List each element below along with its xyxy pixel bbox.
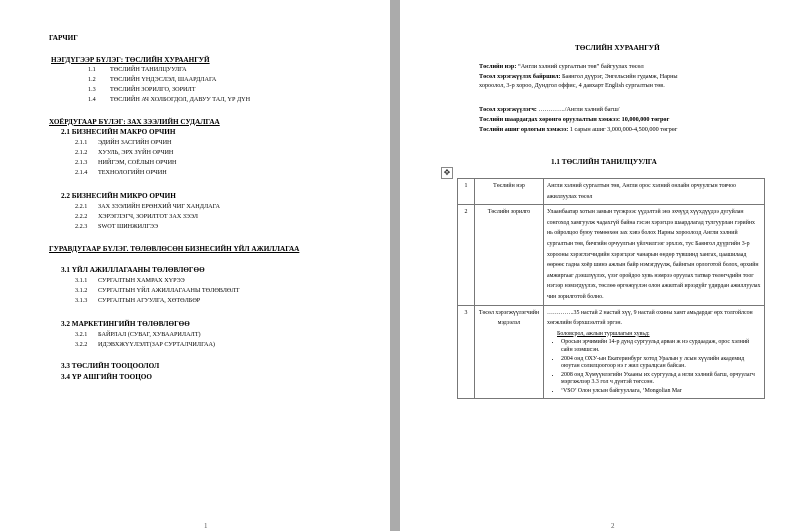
toc-item[interactable]: 1.4 xyxy=(88,96,96,103)
toc-item-text[interactable]: СУРГАЛТЫН АГУУЛГА, ХӨТӨЛБӨР xyxy=(98,297,201,304)
page-number: 2 xyxy=(611,522,615,530)
project-name-label: Төслийн нэр: xyxy=(479,63,517,70)
toc-item[interactable]: 2.1.4 xyxy=(75,169,88,176)
investment-value: 10,000,000 төгрөг xyxy=(620,116,670,123)
toc-item[interactable]: 2.1.1 xyxy=(75,139,88,146)
row-label: Төслийн зорилго xyxy=(475,205,544,305)
table-row xyxy=(458,305,765,399)
row-content[interactable] xyxy=(544,305,765,399)
toc-section-2-1[interactable]: 2.1 БИЗНЕСИЙН МАКРО ОРЧИН xyxy=(61,128,176,136)
executor-value: …………./Англи хэлний багш/ xyxy=(536,106,620,113)
project-name-value: “Англи хэлний сургалтын төв” байгуулах төсөл xyxy=(516,63,644,70)
toc-item-text[interactable]: СУРГАЛТЫН ҮЙЛ АЖИЛЛАГААНЫ ТӨЛӨВЛӨЛТ xyxy=(98,287,240,294)
list-item: • ‘VSO’ Олон улсын байгууллага, ‘Mongolian Mar xyxy=(561,388,761,396)
toc-chapter-1[interactable]: НЭГДҮГЭЭР БҮЛЭГ: ТӨСЛИЙН ХУРААНГУЙ xyxy=(51,56,210,64)
toc-item[interactable]: 2.2.1 xyxy=(75,203,88,210)
project-location-label: Төсөл хэрэгжүүлэх байршил: xyxy=(479,73,561,80)
list-item: • Оросын эрчимийн 14-р дунд сургуульд арван ж нэ сурдаадаж, орос хэлний сайн эзэмшсэн. xyxy=(561,339,761,354)
toc-section-3-1[interactable]: 3.1 ҮЙЛ АЖИЛЛАГААНЫ ТӨЛӨВЛӨГӨӨ xyxy=(61,266,205,274)
row-content[interactable]: Англи хэлний сургалтын төв, Англи орос хэлний онлайн орчуулгын товчоо ажиллуулах төсөл xyxy=(544,179,765,205)
toc-item-text[interactable]: ТӨСЛИЙН ТАНИЛЦУУЛГА xyxy=(110,66,187,73)
project-intro-table xyxy=(457,178,765,399)
row-content[interactable]: Улаанбаатар хотын замын түгжрээс үүдэлтэй энэ эхчүүд хүүхдүүдээ дугуйлан сонгоход хамгуулж чадахгүй байна гэсэн хэрэгцээ шаардлагад тулгуурлан гэрийнх нь ойролцоо буюу төмөөхөн зах хэвэ болох Нарны хороолозд Англи хэлний сургалтын төв, бичгийн орчуулгын үйлчилгээг эрхлэх, тус Баянгол дүүргийн 3-р хорооны хэрэглэгчидийн хэрэгцээг чанарын өндөр түвшинд хангах, цаашилаад өөрөөс гадна хоёр шинэ ажлын байр нэмэгдүүлж, байнгын орлоготой болох, өрхийн амжиргааг дээшлүүлэх, үзэг оройдоо хувь нэмрээ оруулах татвар төлөгчдийн тоог нэгээр нэмэгдүүлэх, төслөө өргөжүүлэн олон ажилтай ирээдүйг үдирдан ажиллуулах чин зорилготой болно. xyxy=(544,205,765,305)
toc-chapter-2[interactable]: ХОЁРДУГААР БҮЛЭГ: ЗАХ ЗЭЭЛИЙН СУДАЛГАА xyxy=(49,118,220,126)
toc-item[interactable]: 3.1.1 xyxy=(75,277,88,284)
list-item: • 2004 онд ОХУ-ын Екатеринбург хотод Уралын у лсын хүүлийн академид оюутан солилцоогоор нэ г жил суралцсан байсан. xyxy=(561,356,761,371)
income-value: 1 сарын ашиг 3,000,000-4,500,000 төгрөг xyxy=(568,126,678,133)
toc-item[interactable]: 3.1.3 xyxy=(75,297,88,304)
project-location-value: Баянгол дүүрэг, Энгельсийн гудамж, Нарны xyxy=(560,73,678,80)
investment-line xyxy=(479,116,669,124)
list-item: • 2008 онд Хүмүүнлэгийн Ухааны их сургуульд а нгли хэлний багш, орчуулагч мэргэжлээр 3.3 гол ч дүнтэй төгссөн. xyxy=(561,372,761,387)
page-1 xyxy=(0,0,390,531)
summary-title: ТӨСЛИЙН ХУРААНГУЙ xyxy=(575,44,660,52)
page-number: 1 xyxy=(204,522,208,530)
toc-item-text[interactable]: БАЙРЛАЛ (СУВАГ, ХУВААРИЛАЛТ) xyxy=(98,331,201,338)
project-location-line xyxy=(479,73,678,81)
toc-item-text[interactable]: ХЭРЭГЛЭГЧ, ЗОРИЛТОТ ЗАХ ЗЭЭЛ xyxy=(98,213,198,220)
toc-item[interactable]: 3.2.1 xyxy=(75,331,88,338)
toc-item[interactable]: 2.1.2 xyxy=(75,149,88,156)
toc-heading: ГАРЧИГ xyxy=(49,34,78,42)
section-title-1-1: 1.1 ТӨСЛИЙН ТАНИЛЦУУЛГА xyxy=(551,158,657,166)
table-move-handle-icon[interactable]: ✥ xyxy=(441,167,453,179)
income-line xyxy=(479,126,677,134)
toc-chapter-3[interactable]: ГУРАВДУГААР БҮЛЭГ. ТӨЛӨВЛӨСӨН БИЗНЕСИЙН ҮЙЛ АЖИЛЛАГАА xyxy=(49,245,300,253)
row-number: 3 xyxy=(458,305,475,399)
toc-item-text[interactable]: ХУУЛЬ, ЭРХ ЗҮЙН ОРЧИН xyxy=(98,149,174,156)
toc-section-3-2[interactable]: 3.2 МАРКЕТИНГИЙН ТӨЛӨВЛӨГӨӨ xyxy=(61,320,190,328)
toc-item-text[interactable]: ЗАХ ЗЭЭЛИЙН ЕРӨНХИЙ ЧИГ ХАНДЛАГА xyxy=(98,203,220,210)
toc-item-text[interactable]: ТӨСЛИЙН АЧ ХОЛБОГДОЛ, ДАВУУ ТАЛ, ҮР ДҮН xyxy=(110,96,251,103)
toc-item[interactable]: 1.1 xyxy=(88,66,96,73)
toc-item[interactable]: 2.1.3 xyxy=(75,159,88,166)
toc-item[interactable]: 1.3 xyxy=(88,86,96,93)
toc-item[interactable]: 1.2 xyxy=(88,76,96,83)
page-2 xyxy=(400,0,789,531)
toc-item-text[interactable]: ИДЭВХЖҮҮЛЭЛТ(ЗАР СУРТАЛЧИЛГАА) xyxy=(98,341,215,348)
investment-label: Төслийн шаардагдах хөрөнгө оруулалтын хэмжээ: xyxy=(479,116,621,123)
project-name-line xyxy=(479,63,644,71)
row-number: 2 xyxy=(458,205,475,305)
toc-item[interactable]: 3.2.2 xyxy=(75,341,88,348)
toc-section-2-2[interactable]: 2.2 БИЗНЕСИЙН МИКРО ОРЧИН xyxy=(61,192,176,200)
toc-item[interactable]: 2.2.2 xyxy=(75,213,88,220)
toc-item-text[interactable]: ТЕХНОЛОГИЙН ОРЧИН xyxy=(98,169,167,176)
executor-label: Төсөл хэрэгжүүлэгч: xyxy=(479,106,537,113)
toc-section-3-3[interactable]: 3.3 ТӨСЛИЙН ТООЦООЛОЛ xyxy=(61,362,160,370)
toc-item-text[interactable]: ЭДИЙН ЗАСГИЙН ОРЧИН xyxy=(98,139,172,146)
toc-item[interactable]: 3.1.2 xyxy=(75,287,88,294)
table-row xyxy=(458,179,765,205)
project-location-cont: хороолол, 3-р хороо, Дундгол оффис, 4 давхарт English сургалтын төв. xyxy=(479,82,665,89)
toc-item[interactable]: 2.2.3 xyxy=(75,223,88,230)
toc-item-text[interactable]: ТӨСЛИЙН ҮНДЭСЛЭЛ, ШААРДЛАГА xyxy=(110,76,217,83)
row-number: 1 xyxy=(458,179,475,205)
income-label: Төслийн ашиг орлогын хэмжээ: xyxy=(479,126,569,133)
table-row xyxy=(458,205,765,305)
row-label: Төслийн нэр xyxy=(475,179,544,205)
education-subheading: Боловсрол, ажлын туршлагын хувьд: xyxy=(557,330,650,337)
toc-item-text[interactable]: СУРГАЛТЫН ХАМРАХ ХҮРЭЭ xyxy=(98,277,185,284)
toc-item-text[interactable]: SWOT ШИНЖИЛГЭЭ xyxy=(98,223,159,230)
executor-intro: …………..35 настай 2 настай хүү, 9 настай охины хамт амьдардаг өрх толгойлсон хөгжлийн бэрхшээлтэй эргэн. xyxy=(547,309,753,327)
toc-item-text[interactable]: НИЙГЭМ, СОЁЛЫН ОРЧИН xyxy=(98,159,177,166)
toc-item-text[interactable]: ТӨСЛИЙН ЗОРИЛГО, ЗОРИЛТ xyxy=(110,86,196,93)
toc-section-3-4[interactable]: 3.4 ҮР АШГИЙН ТООЦОО xyxy=(61,373,152,381)
education-list xyxy=(547,339,761,395)
executor-line xyxy=(479,106,619,114)
row-label: Төсөл хэрэгжүүлэгчийн мэдээлэл xyxy=(475,305,544,399)
